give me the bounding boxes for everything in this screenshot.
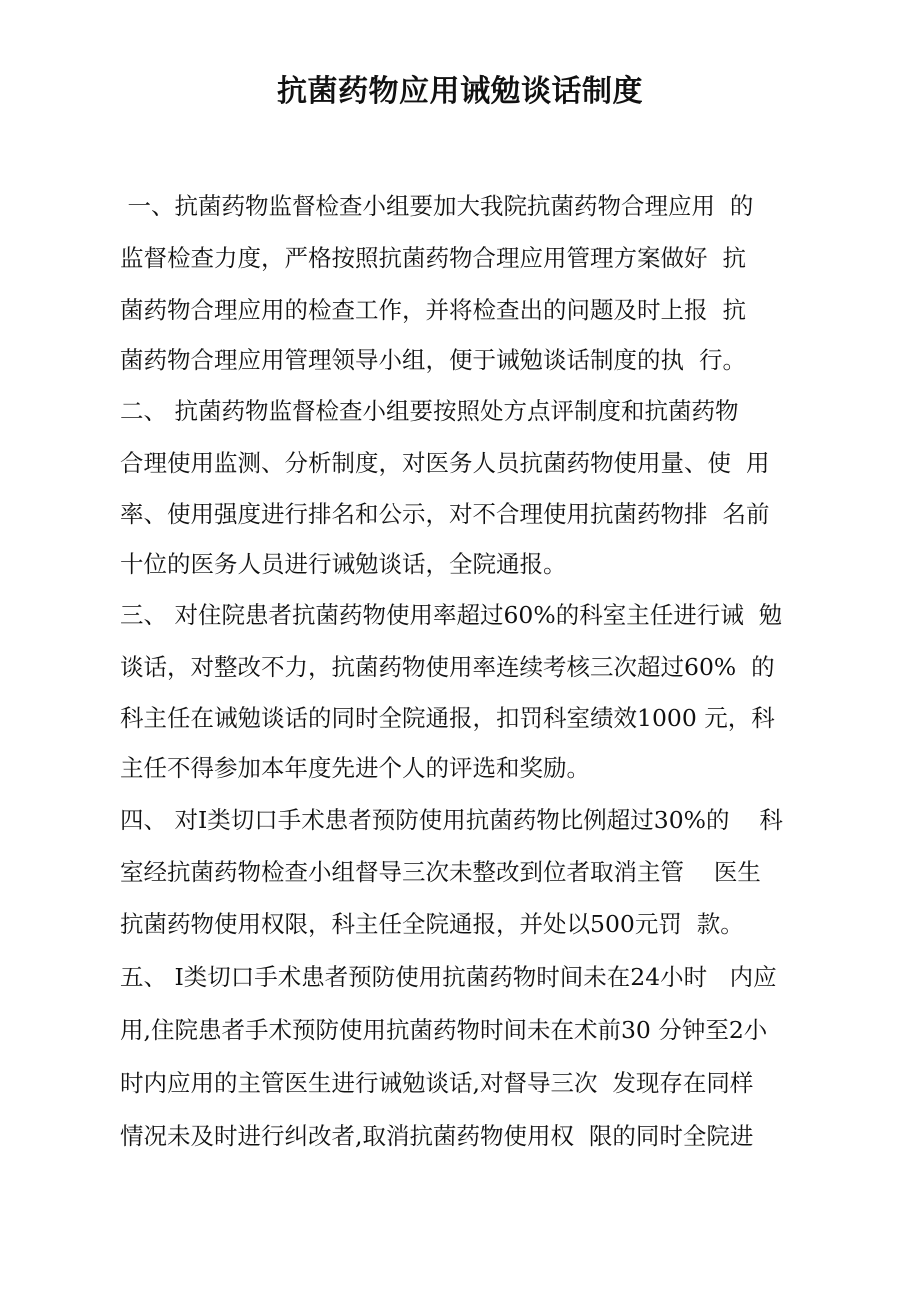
paragraph-3-line-1: 三、 对住院患者抗菌药物使用率超过60%的科室主任进行诫 勉	[120, 601, 783, 629]
paragraph-1-line-1: 一、抗菌药物监督检查小组要加大我院抗菌药物合理应用 的	[120, 192, 754, 220]
paragraph-5-line-1: 五、 I类切口手术患者预防使用抗菌药物时间未在24小时 内应	[120, 963, 777, 991]
paragraph-2-line-2: 合理使用监测、分析制度，对医务人员抗菌药物使用量、使 用	[120, 449, 770, 477]
paragraph-3-line-4: 主任不得参加本年度先进个人的评选和奖励。	[120, 754, 590, 782]
paragraph-2-line-4: 十位的医务人员进行诫勉谈话，全院通报。	[120, 550, 567, 578]
paragraph-2-line-3: 率、使用强度进行排名和公示，对不合理使用抗菌药物排 名前	[120, 500, 770, 528]
paragraph-1-line-4: 菌药物合理应用管理领导小组，便于诫勉谈话制度的执 行。	[120, 346, 746, 374]
paragraph-3-line-2: 谈话，对整改不力，抗菌药物使用率连续考核三次超过60% 的	[120, 653, 775, 681]
paragraph-5-line-4: 情况未及时进行纠改者,取消抗菌药物使用权 限的同时全院进	[120, 1122, 754, 1150]
paragraph-4-line-3: 抗菌药物使用权限，科主任全院通报，并处以500元罚 款。	[120, 910, 744, 938]
document-title: 抗菌药物应用诫勉谈话制度	[277, 74, 643, 109]
paragraph-5-line-2: 用,住院患者手术预防使用抗菌药物时间未在术前30 分钟至2小	[120, 1016, 768, 1044]
paragraph-3-line-3: 科主任在诫勉谈话的同时全院通报，扣罚科室绩效1000 元，科	[120, 704, 775, 732]
paragraph-1-line-2: 监督检查力度，严格按照抗菌药物合理应用管理方案做好 抗	[120, 244, 746, 272]
paragraph-1-line-3: 菌药物合理应用的检查工作，并将检查出的问题及时上报 抗	[120, 296, 746, 324]
paragraph-4-line-2: 室经抗菌药物检查小组督导三次未整改到位者取消主管 医生	[120, 858, 761, 886]
paragraph-5-line-3: 时内应用的主管医生进行诫勉谈话,对督导三次 发现存在同样	[120, 1069, 754, 1097]
paragraph-2-line-1: 二、 抗菌药物监督检查小组要按照处方点评制度和抗菌药物	[120, 397, 739, 425]
paragraph-4-line-1: 四、 对I类切口手术患者预防使用抗菌药物比例超过30%的 科	[120, 806, 783, 834]
